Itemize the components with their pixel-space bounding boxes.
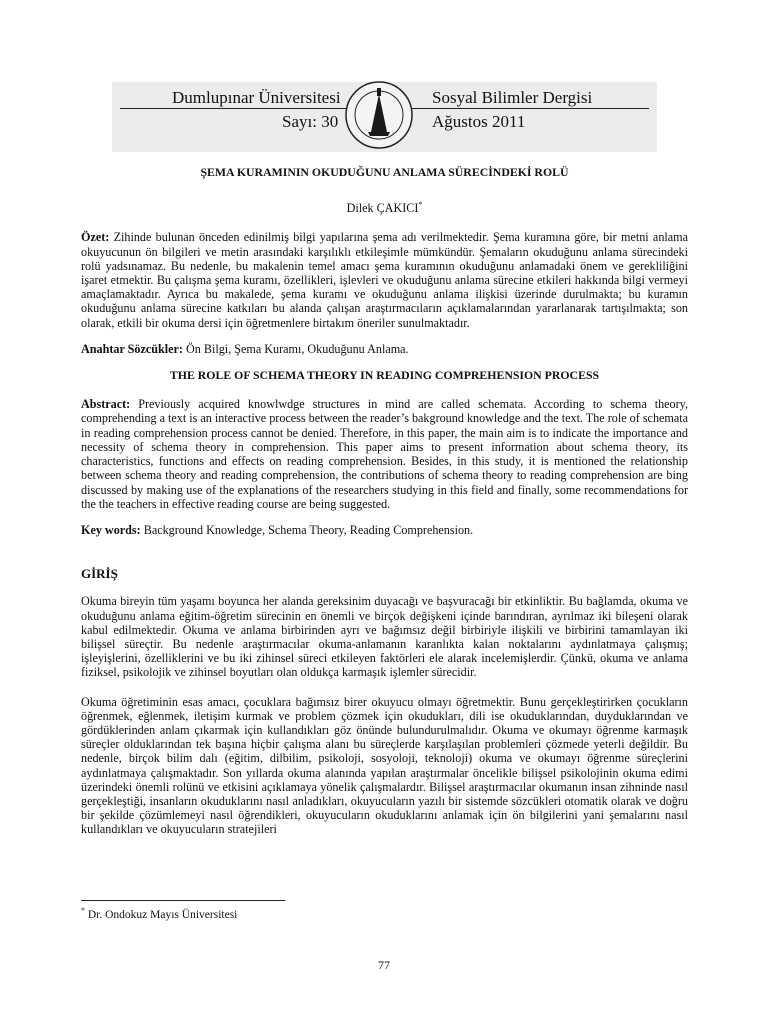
author-line: [81, 198, 688, 215]
journal-header: [112, 82, 657, 152]
article-body: [81, 165, 688, 852]
keywords-text: Background Knowledge, Schema Theory, Reading Comprehension.: [143, 522, 474, 537]
anahtar-text: Ön Bilgi, Şema Kuramı, Okuduğunu Anlama.: [186, 341, 409, 356]
turkish-abstract: [81, 230, 688, 329]
issue-number: Sayı: 30: [282, 112, 339, 131]
footnote-text: Dr. Ondokuz Mayıs Üniversitesi: [87, 908, 238, 921]
abstract-label: Abstract:: [81, 397, 131, 412]
section-heading: GİRİŞ: [81, 566, 118, 582]
body-paragraph: Okuma öğretiminin esas amacı, çocuklara bağımsız birer okuyucu olmayı öğretmektir. Bunu gerçekleştirirken çocukların öğrenmek, eğlenmek, iletişim kurmak ve problem çözmek için okudukları, dili ise okuduklarından, duyduklarından ve gördüklerinden anlam çıkarmak için kullandıkları göz önünde bulundurulmalıdır. Okuma ve okumayı öğrenme karmaşık süreçler olduklarından tek başına hiçbir çalışma alanı bu süreçlerde karşılaşılan problemleri çözmede yeterli değildir. Bu nedenle, birçok bilim dalı (eğitim, dilbilim, psikoloji, sosyoloji, teknoloji) okuma ve okumayı öğrenme süreçlerini aydınlatmaya çalışmaktadır. Son yıllarda okuma alanında yapılan araştırmalar öncelikle bilişsel psikolojinin okuma edimi üzerindeki önemli rolünü ve etkisini açıklamaya yönelik çalışmalardır. Bilişsel araştırmacılar okumanın insan zihninde nasıl gerçekleştiği, insanların okuduklarını nasıl anladıkları, okuyucuların yazılı bir sistemde sözcükleri otomatik olarak ve doğru bir şekilde çözümlemeyi nasıl öğrendikleri, okuyucuların okuduklarını anlamak için ön bilgilerini yani şemalarını nasıl kullandıkları ve okuyucuların stratejileri: [81, 694, 688, 837]
journal-name: Sosyal Bilimler Dergisi: [432, 88, 593, 107]
turkish-keywords: [81, 342, 688, 356]
anahtar-label: Anahtar Sözcükler:: [81, 341, 183, 356]
article-title: ŞEMA KURAMININ OKUDUĞUNU ANLAMA SÜRECİNDEKİ ROLÜ: [200, 165, 569, 179]
footnote: [81, 906, 237, 921]
english-title: THE ROLE OF SCHEMA THEORY IN READING COMPREHENSION PROCESS: [169, 368, 600, 383]
university-name: Dumlupınar Üniversitesi: [172, 88, 341, 107]
author-name: Dilek ÇAKICI: [346, 201, 419, 216]
issue-date: Ağustos 2011: [432, 112, 526, 131]
ozet-text: Zihinde bulunan önceden edinilmiş bilgi yapılarına şema adı verilmektedir. Şema kuramına göre, bir metni anlama okuyucunun ön bilgileri ve metin arasındaki karşılıklı etkileşimle mümkündür. Şemaların okuduğunu anlama sürecindeki rolü yadsınamaz. Bu nedenle, bu makalenin temel amacı şema kuramının okuduğunu anlamadaki önem ve gerekliliğini işaret etmektir. Bu çalışma şema kuramı, özellikleri, işlevleri ve okuduğunu anlama sürecine etkileri hakkında bilgi vermeyi amaçlamaktadır. Ayrıca bu makalede, şema kuramı ve okuduğunu anlama ilişkisi üzerinde durulmakta; bu kuramın okuduğunu anlama sürecine katkıları bu alanda çalışan araştırmacıların açıklamalarından yararlanarak tartışılmakta; son olarak, etkili bir okuma dersi için öğretmenlere birtakım öneriler sunulmaktadır.: [81, 230, 688, 330]
author-footnote-mark: *: [418, 200, 423, 210]
ozet-label: Özet:: [81, 230, 110, 245]
english-keywords: [81, 523, 688, 537]
footnote-divider: [81, 900, 285, 901]
abstract-text: Previously acquired knowlwdge structures in mind are called schemata. According to schema theory, comprehending a text is an interactive process between the reader’s bakground knowledge and the text. The role of schemata in reading comprehension process cannot be denied. Therefore, in this paper, the main aim is to indicate the importance and necessity of schema theory in comprehension. This paper aims to present information about schema theory, its characteristics, functions and effects on reading comprehension. Besides, in this study, it is mentioned the relationship between schema theory and reading comprehension, the contributions of schema theory to reading comprehension are bing discussed by making use of the explanations of the researchers studying in this field and finally, some recommendations for the the teachers in effective reading course are being suggested.: [81, 397, 688, 511]
english-abstract: [81, 397, 688, 511]
page-number: 77: [378, 958, 390, 972]
keywords-label: Key words:: [81, 522, 141, 537]
footnote-mark: *: [81, 906, 85, 915]
university-seal-logo: [344, 80, 414, 150]
body-paragraph: Okuma bireyin tüm yaşamı boyunca her alanda gereksinim duyacağı ve başvuracağı bir etkinliktir. Bu bağlamda, okuma ve okuduğunu anlama eğitim-öğretim sürecinin en önemli ve birçok değişkeni içinde barındıran, ayrılmaz iki bileşeni olarak kabul edilmektedir. Okuma ve anlama birbirinden ayrı ve bağımsız değil birbiriyle ilişkili ve birbirini tamamlayan iki bilişsel süreçtir. Bu nedenle araştırmacılar okuma-anlamanın karanlıkta kalan noktalarını aydınlatmaya çalışmış; işleyişlerini, özelliklerini ve bu iki zihinsel süreci etkileyen faktörleri ele alarak incelemişlerdir. Çünkü, okuma ve anlama fiziksel, psikolojik ve zihinsel boyutları olan oldukça karmaşık işlemler sürecidir.: [81, 594, 688, 680]
